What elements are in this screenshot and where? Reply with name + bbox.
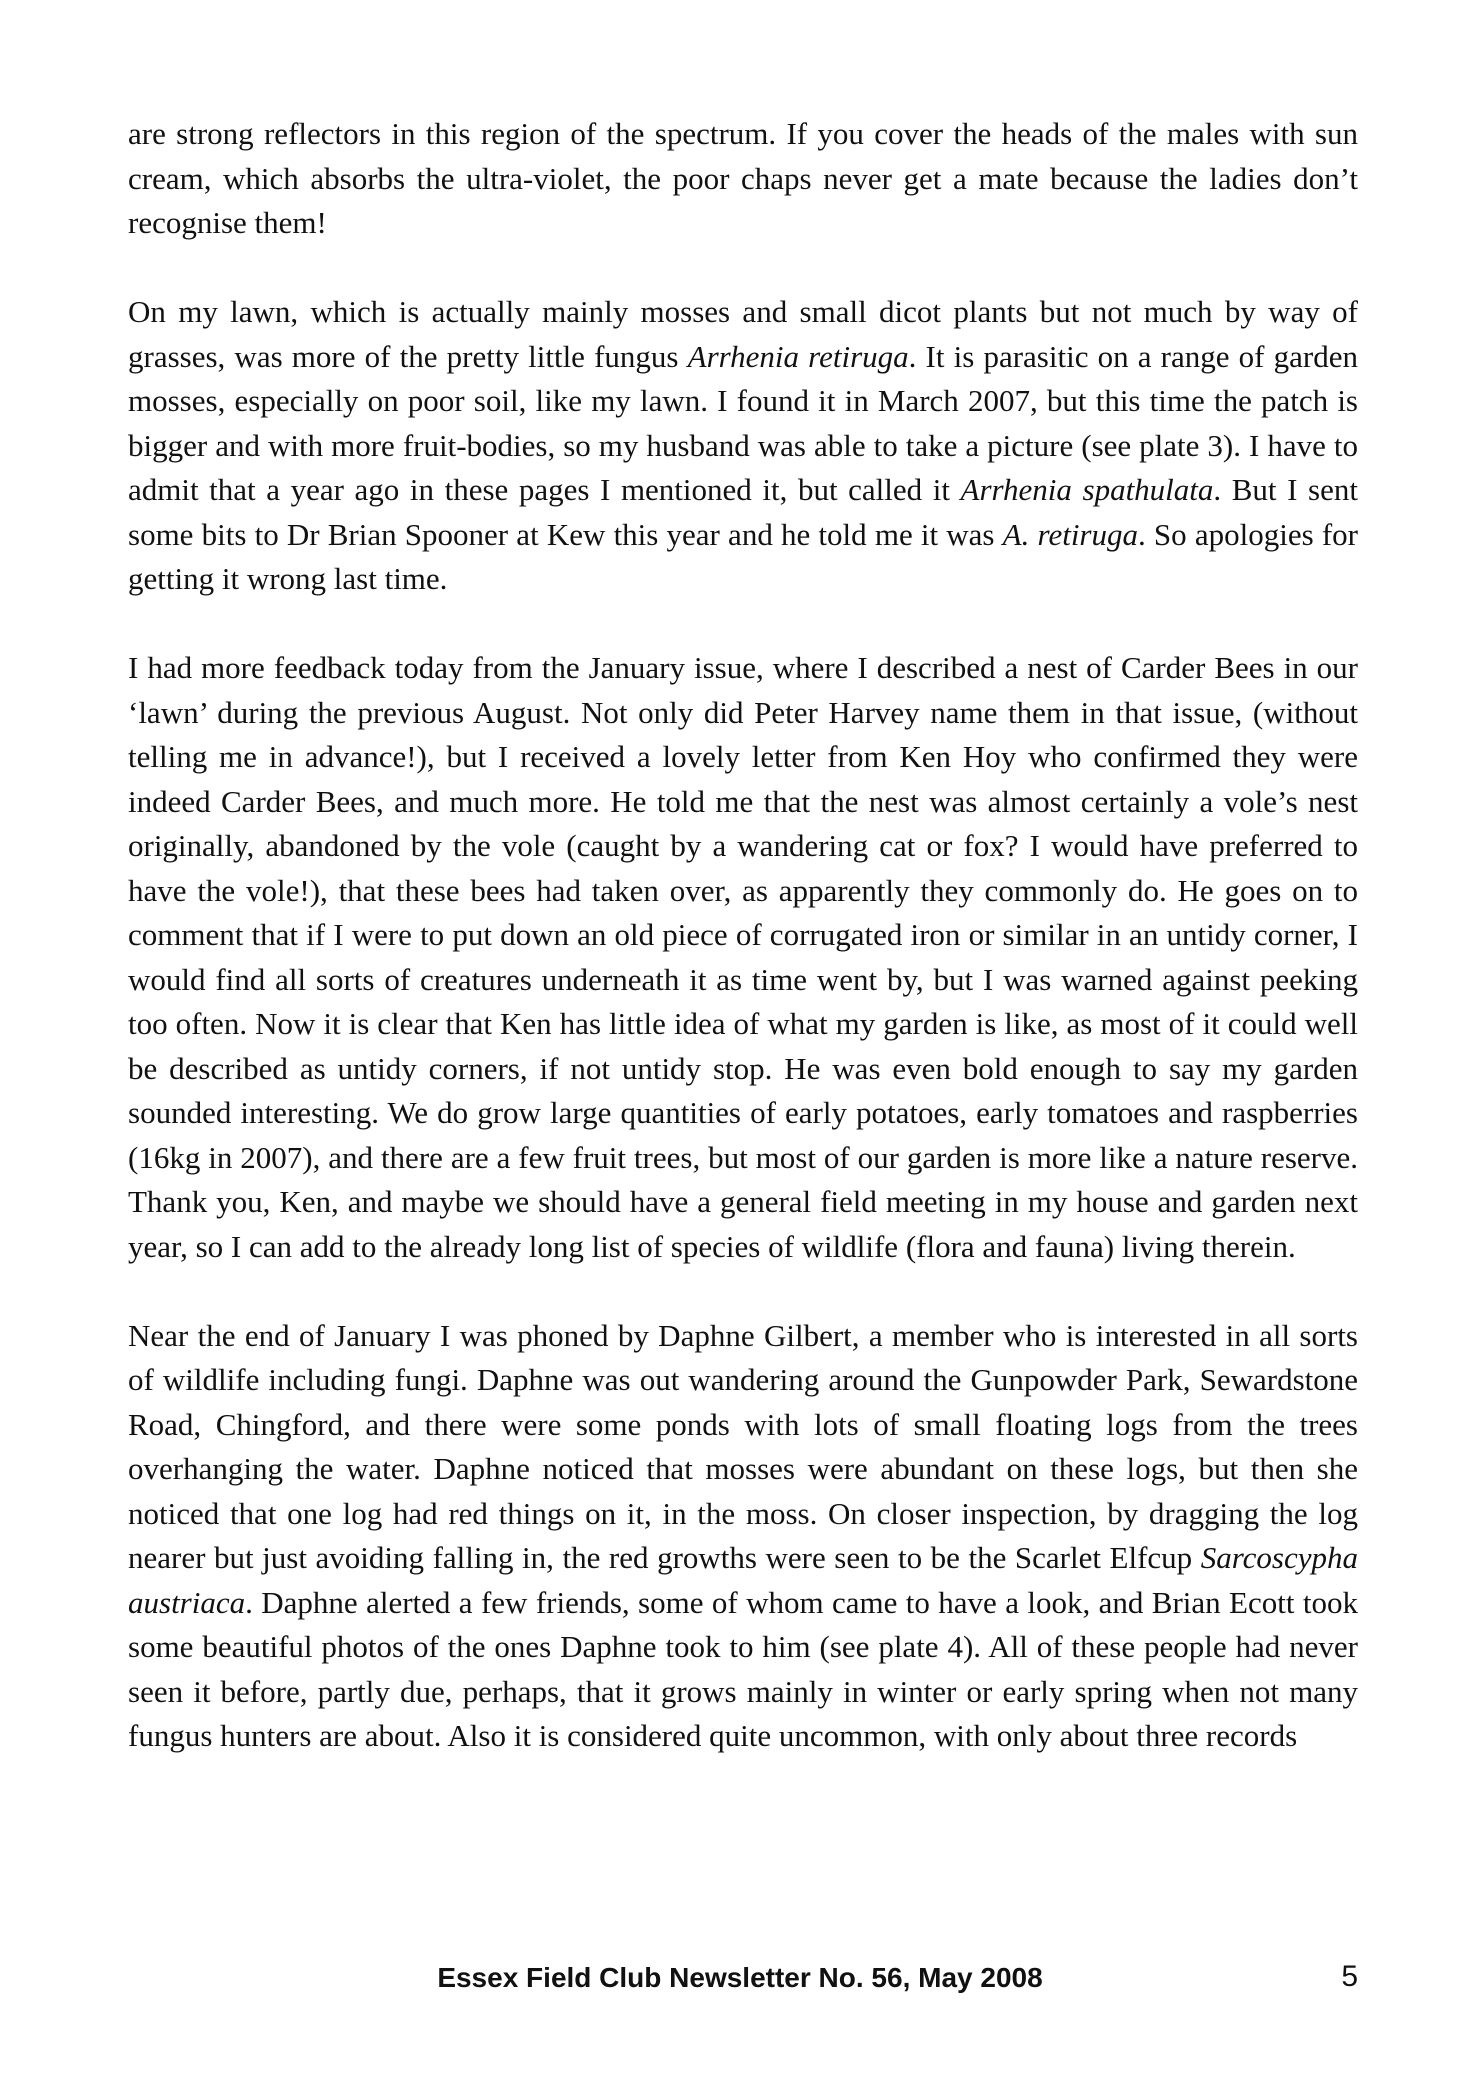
paragraph-text: . But I sent some bits to Dr Brian Spooner at Kew this year and he told me it was — [128, 472, 1358, 552]
paragraph-text: I had more feedback today from the January issue, where I described a nest of Carder Bees in our ‘lawn’ during the previous August. Not only did Peter Harvey name them in that issue, (without telling me in advance!), but I received a lovely letter from Ken Hoy who confirmed they were indeed Carder Bees, and much more. He told me that the nest was almost certainly a vole’s nest originally, abandoned by the vole (caught by a wandering cat or fox? I would have preferred to have the vole!), that these bees had taken over, as apparently they commonly do. He goes on to comment that if I were to put down an old piece of corrugated iron or similar in an untidy corner, I would find all sorts of creatures underneath it as time went by, but I was warned against peeking too often. Now it is clear that Ken has little idea of what my garden is like, as most of it could well be described as untidy corners, if not untidy stop. He was even bold enough to say my garden sounded interesting. We do grow large quantities of early potatoes, early tomatoes and raspberries (16kg in 2007), and there are a few fruit trees, but most of our garden is more like a nature reserve. Thank you, Ken, and maybe we should have a general field meeting in my house and garden next year, so I can add to the already long list of species of wildlife (flora and fauna) living therein. — [128, 650, 1358, 1264]
paragraph-text: are strong reflectors in this region of the spectrum. If you cover the heads of the males with sun cream, which absorbs the ultra-violet, the poor chaps never get a mate because the ladies don’t recognise them! — [128, 116, 1358, 240]
article-body — [128, 112, 1358, 1759]
paragraph — [128, 1314, 1358, 1759]
page-number: 5 — [1341, 1960, 1358, 1993]
species-name: Arrhenia retiruga — [687, 338, 909, 374]
paragraph — [128, 112, 1358, 246]
paragraph-text: . Daphne alerted a few friends, some of whom came to have a look, and Brian Ecott took some beautiful photos of the ones Daphne took to him (see plate 4). All of these people had never seen it before, partly due, perhaps, that it grows mainly in winter or early spring when not many fungus hunters are about. Also it is considered quite uncommon, with only about three records — [128, 1584, 1358, 1753]
paragraph-text: Near the end of January I was phoned by Daphne Gilbert, a member who is interested in all sorts of wildlife including fungi. Daphne was out wandering around the Gunpowder Park, Sewardstone Road, Chingford, and there were some ponds with lots of small floating logs from the trees overhanging the water. Daphne noticed that mosses were abundant on these logs, but then she noticed that one log had red things on it, in the moss. On closer inspection, by dragging the log nearer but just avoiding falling in, the red growths were seen to be the Scarlet Elfcup — [128, 1317, 1358, 1575]
paragraph-text: . It is parasitic on a range of garden mosses, especially on poor soil, like my lawn. I found it in March 2007, but this time the patch is bigger and with more fruit-bodies, so my husband was able to take a picture (see plate 3). I have to admit that a year ago in these pages I mentioned it, but called it — [128, 338, 1359, 507]
species-name: Sarcoscypha austriaca — [128, 1540, 1358, 1620]
newsletter-footer-title: Essex Field Club Newsletter No. 56, May 2008 — [437, 1962, 1043, 1993]
paragraph — [128, 290, 1358, 602]
paragraph — [128, 646, 1358, 1269]
species-name: A. retiruga — [1002, 516, 1138, 552]
paragraph-text: On my lawn, which is actually mainly mosses and small dicot plants but not much by way of grasses, was more of the pretty little fungus — [128, 294, 1358, 374]
species-name: Arrhenia spathulata — [960, 472, 1214, 507]
paragraph-text: . So apologies for getting it wrong last time. — [128, 516, 1358, 596]
